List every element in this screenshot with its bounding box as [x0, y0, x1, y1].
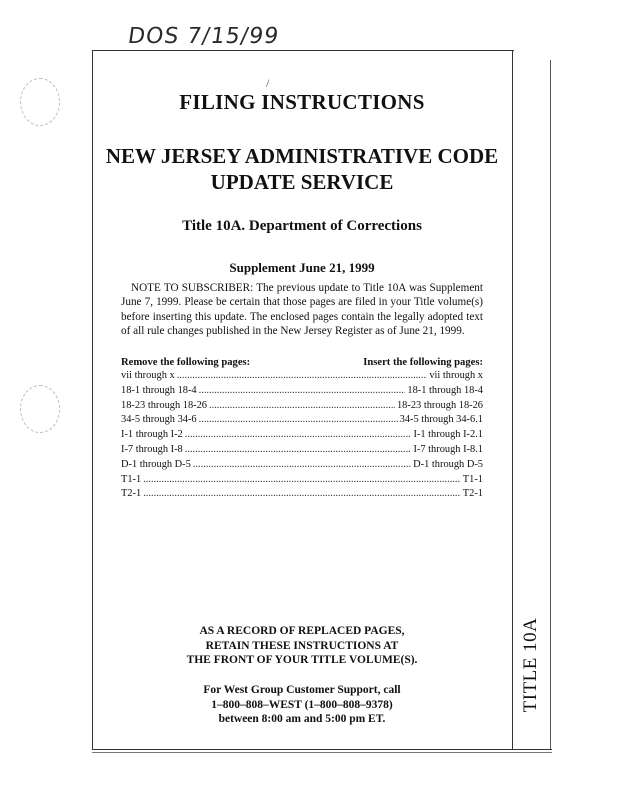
- remove-header: Remove the following pages:: [121, 357, 251, 368]
- supplement-date: Supplement June 21, 1999: [229, 260, 375, 275]
- frame-bottom-shadow: [92, 752, 552, 753]
- insert-pages: D-1 through D-5: [413, 458, 483, 470]
- document-subtitle: [92, 143, 512, 195]
- remove-pages: D-1 through D-5: [121, 458, 191, 470]
- insert-pages: I-1 through I-2.1: [413, 429, 483, 441]
- record-instructions: [92, 624, 512, 668]
- page-table: [121, 370, 483, 503]
- insert-pages: T2-1: [462, 488, 483, 500]
- record-line-1: AS A RECORD OF REPLACED PAGES,: [199, 625, 405, 637]
- leader-dots: [209, 400, 395, 411]
- support-line-2: 1–800–808–WEST (1–800–808–9378): [211, 698, 393, 711]
- leader-dots: [185, 429, 412, 440]
- table-row: [121, 459, 483, 474]
- leader-dots: [199, 385, 406, 396]
- table-row: [121, 370, 483, 385]
- insert-pages: T1-1: [462, 473, 483, 485]
- insert-pages: I-7 through I-8.1: [413, 443, 483, 455]
- insert-pages: 34-5 through 34-6.1: [399, 414, 483, 426]
- leader-dots: [177, 370, 428, 381]
- table-row: [121, 429, 483, 444]
- leader-dots: [199, 414, 398, 425]
- remove-pages: vii through x: [121, 370, 175, 381]
- table-row: [121, 444, 483, 459]
- handwritten-annotation: DOS 7/15/99: [126, 24, 281, 49]
- table-row: [121, 385, 483, 400]
- punch-hole-middle: [20, 385, 60, 433]
- subscriber-note: NOTE TO SUBSCRIBER: The previous update to Title 10A was Supplement June 7, 1999. Please be certain that those pages are filed in your Title volume(s) before inserting this update. The enclosed pages contain the legally adopted text of all rule changes published in the New Jersey Register as of June 21, 1999.: [121, 282, 483, 337]
- top-rule: [92, 50, 514, 51]
- remove-pages: I-7 through I-8: [121, 443, 183, 455]
- insert-header: Insert the following pages:: [363, 357, 483, 368]
- remove-pages: I-1 through I-2: [121, 429, 183, 441]
- punch-hole-top: [20, 78, 60, 126]
- remove-pages: T1-1: [121, 473, 142, 485]
- table-row: [121, 414, 483, 429]
- remove-pages: 18-1 through 18-4: [121, 384, 197, 396]
- remove-pages: 18-23 through 18-26: [121, 399, 208, 411]
- subtitle-line-2: UPDATE SERVICE: [210, 170, 394, 194]
- leader-dots: [143, 474, 461, 485]
- customer-support: [92, 683, 512, 727]
- tab-divider: [550, 60, 551, 750]
- support-line-1: For West Group Customer Support, call: [203, 684, 401, 696]
- frame-bottom: [92, 749, 552, 750]
- remove-pages: T2-1: [121, 488, 142, 500]
- record-line-2: RETAIN THESE INSTRUCTIONS AT: [205, 639, 399, 652]
- title-section: Title 10A. Department of Corrections: [182, 218, 422, 234]
- insert-pages: vii through x: [429, 370, 483, 381]
- title-tab-label: TITLE 10A: [520, 617, 541, 713]
- insert-pages: 18-23 through 18-26: [396, 399, 483, 411]
- table-row: [121, 474, 483, 489]
- support-line-3: between 8:00 am and 5:00 pm ET.: [218, 713, 386, 725]
- frame-right: [512, 50, 513, 750]
- subtitle-line-1: NEW JERSEY ADMINISTRATIVE CODE: [105, 144, 499, 168]
- table-header: [121, 357, 483, 368]
- leader-dots: [185, 444, 412, 455]
- page-title: FILING INSTRUCTIONS: [179, 90, 425, 114]
- leader-dots: [193, 459, 411, 470]
- table-row: [121, 488, 483, 503]
- record-line-3: THE FRONT OF YOUR TITLE VOLUME(S).: [186, 654, 418, 666]
- tick-mark: /: [266, 76, 270, 90]
- table-row: [121, 400, 483, 415]
- leader-dots: [143, 488, 461, 499]
- insert-pages: 18-1 through 18-4: [407, 384, 483, 396]
- remove-pages: 34-5 through 34-6: [121, 414, 197, 426]
